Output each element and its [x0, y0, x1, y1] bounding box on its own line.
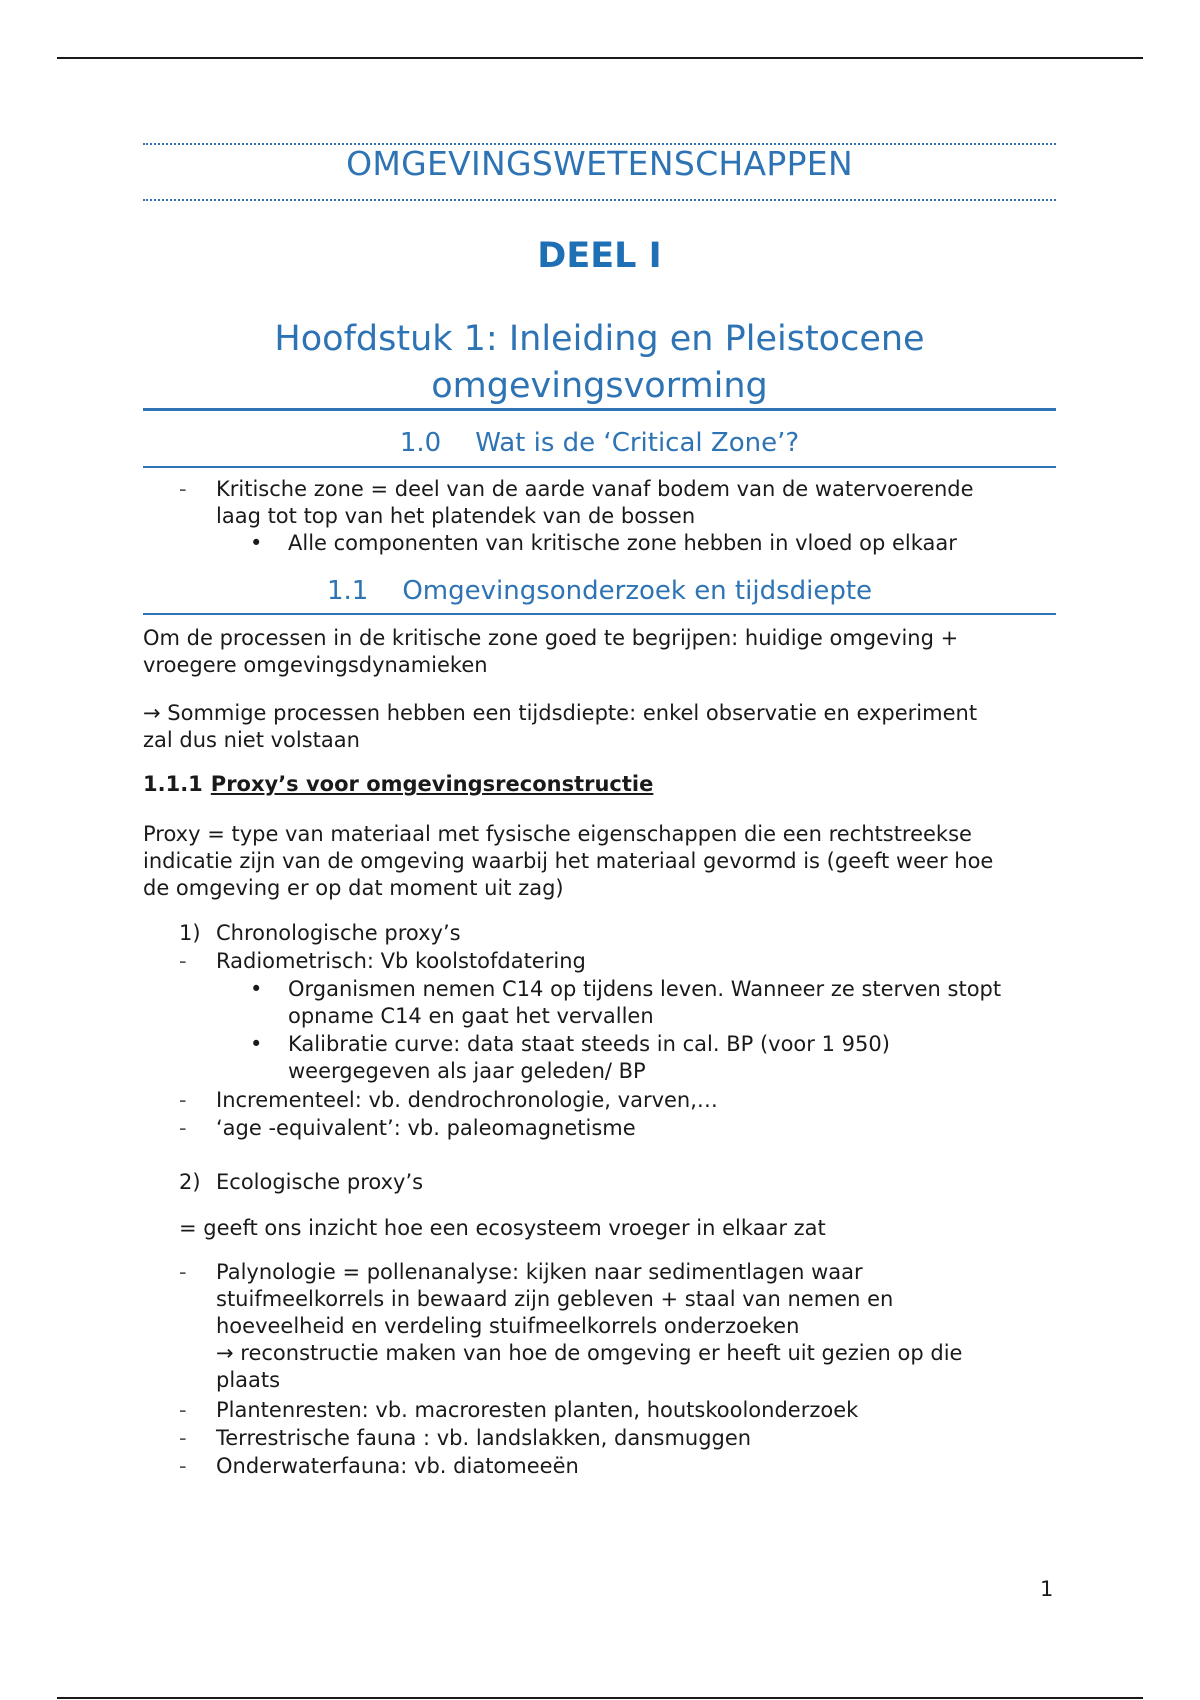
section-number: 1.1 [326, 576, 369, 606]
bullet-dot: • [250, 1032, 263, 1056]
list-item-palynologie [216, 1259, 962, 1394]
paragraph-tijdsdiepte [143, 700, 977, 754]
text-line: weergegeven als jaar geleden/ BP [288, 1059, 646, 1083]
list-number: 1) [179, 921, 201, 945]
bullet-dot: • [250, 531, 263, 555]
subsection-heading-1-1-1 [143, 772, 653, 796]
dash-bullet: - [179, 1260, 187, 1284]
paragraph-proxy-definition [143, 821, 993, 902]
dash-bullet: - [179, 1454, 187, 1478]
text-line: de omgeving er op dat moment uit zag) [143, 876, 564, 900]
text-line: vroegere omgevingsdynamieken [143, 653, 488, 677]
text-line: → reconstructie maken van hoe de omgeving er heeft uit gezien op die [216, 1341, 963, 1365]
list-item-age-equivalent: ‘age -equivalent’: vb. paleomagnetisme [216, 1116, 636, 1140]
title-bottom-dotted-rule [143, 199, 1056, 201]
numbered-item-ecologische: Ecologische proxy’s [216, 1170, 424, 1194]
numbered-item-chronologische: Chronologische proxy’s [216, 921, 461, 945]
text-line: opname C14 en gaat het vervallen [288, 1004, 654, 1028]
text-line: zal dus niet volstaan [143, 728, 360, 752]
subsection-title: Proxy’s voor omgevingsreconstructie [210, 772, 654, 796]
text-line: stuifmeelkorrels in bewaard zijn gebleven + staal van nemen en [216, 1287, 894, 1311]
list-item-incrementeel: Incrementeel: vb. dendrochronologie, varven,… [216, 1088, 718, 1112]
subsection-number: 1.1.1 [143, 772, 203, 796]
text-line: Kritische zone = deel van de aarde vanaf bodem van de watervoerende [216, 477, 974, 501]
sub-list-item-kalibratie [288, 1031, 890, 1085]
page-bottom-border [57, 1697, 1143, 1699]
page-top-border [57, 57, 1143, 59]
section-title: Wat is de ‘Critical Zone’? [475, 428, 800, 458]
paragraph-processen [143, 625, 958, 679]
chapter-heading-line-1: Hoofdstuk 1: Inleiding en Pleistocene [274, 319, 925, 359]
chapter-rule [143, 408, 1056, 411]
text-line: Palynologie = pollenanalyse: kijken naar sedimentlagen waar [216, 1260, 863, 1284]
text-line: laag tot top van het platendek van de bossen [216, 504, 696, 528]
text-line: Kalibratie curve: data staat steeds in cal. BP (voor 1 950) [288, 1032, 890, 1056]
list-item-radiometrisch: Radiometrisch: Vb koolstofdatering [216, 949, 586, 973]
list-item-plantenresten: Plantenresten: vb. macroresten planten, houtskoolonderzoek [216, 1398, 859, 1422]
section-heading-1-0 [143, 428, 1056, 458]
dash-bullet: - [179, 477, 187, 501]
text-line: → Sommige processen hebben een tijdsdiepte: enkel observatie en experiment [143, 701, 978, 725]
sub-list-item-organismen [288, 976, 1001, 1030]
text-line: Om de processen in de kritische zone goed te begrijpen: huidige omgeving + [143, 626, 959, 650]
text-line: Proxy = type van materiaal met fysische eigenschappen die een rechtstreekse [143, 822, 972, 846]
section-rule-1-0 [143, 466, 1056, 468]
page-number: 1 [1040, 1577, 1054, 1601]
dash-bullet: - [179, 1088, 187, 1112]
dash-bullet: - [179, 1398, 187, 1422]
list-item-kritische-zone [216, 476, 974, 530]
section-title: Omgevingsonderzoek en tijdsdiepte [402, 576, 873, 606]
document-title: OMGEVINGSWETENSCHAPPEN [346, 144, 853, 183]
chapter-heading-line-2: omgevingsvorming [431, 366, 768, 406]
list-item-onderwaterfauna: Onderwaterfauna: vb. diatomeeën [216, 1454, 579, 1478]
bullet-dot: • [250, 977, 263, 1001]
list-item-terrestrische-fauna: Terrestrische fauna : vb. landslakken, dansmuggen [216, 1426, 752, 1450]
list-number: 2) [179, 1170, 201, 1194]
text-line: indicatie zijn van de omgeving waarbij het materiaal gevormd is (geeft weer hoe [143, 849, 994, 873]
section-number: 1.0 [399, 428, 442, 458]
text-line: plaats [216, 1368, 281, 1392]
text-line: hoeveelheid en verdeling stuifmeelkorrels onderzoeken [216, 1314, 800, 1338]
section-rule-1-1 [143, 613, 1056, 615]
part-heading: DEEL I [537, 236, 662, 276]
section-heading-1-1 [143, 576, 1056, 606]
text-line: Organismen nemen C14 op tijdens leven. Wanneer ze sterven stopt [288, 977, 1002, 1001]
sub-list-item-componenten: Alle componenten van kritische zone hebben in vloed op elkaar [288, 531, 957, 555]
chapter-heading [143, 316, 1056, 410]
dash-bullet: - [179, 1426, 187, 1450]
paragraph-eco-intro: = geeft ons inzicht hoe een ecosysteem vroeger in elkaar zat [179, 1216, 826, 1240]
dash-bullet: - [179, 1116, 187, 1140]
dash-bullet: - [179, 949, 187, 973]
